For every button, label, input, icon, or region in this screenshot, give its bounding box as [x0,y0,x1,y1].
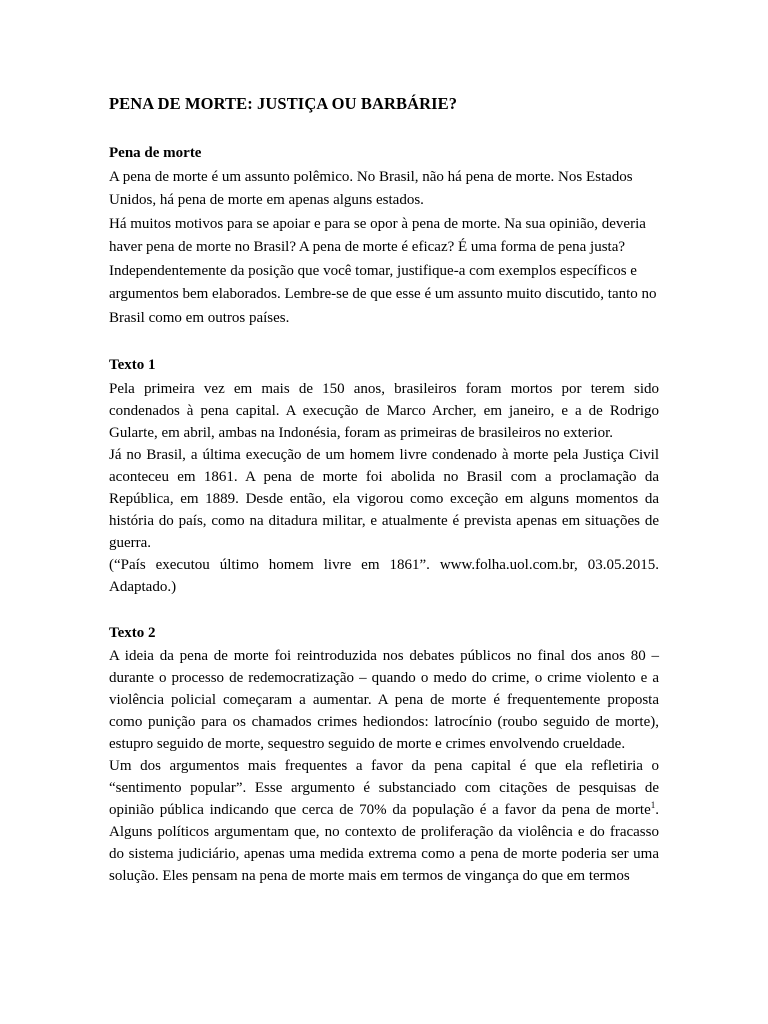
section-heading-pena-de-morte: Pena de morte [109,145,202,161]
section-heading-texto-2: Texto 2 [109,624,156,641]
paragraph-text-continuation: . Alguns políticos argumentam que, no contexto de proliferação da violência e do fracasso do sistema judiciário, apenas uma medida extrema como a pena de morte poderia ser uma solução. Eles pensam na pena de morte mais em termos de vingança do que em termos [109,802,659,884]
source-citation: (“País executou último homem livre em 1861”. www.folha.uol.com.br, 03.05.2015. Adaptado.) [109,556,659,595]
section-texto-2 [109,622,659,888]
section-heading-texto-1: Texto 1 [109,357,156,373]
section-paragraph [109,755,659,887]
document-page [109,94,659,911]
section-texto-1 [109,354,659,598]
section-paragraph: A pena de morte é um assunto polêmico. No Brasil, não há pena de morte. Nos Estados Unidos, há pena de morte em apenas alguns estados. [109,168,633,208]
section-paragraph: Há muitos motivos para se apoiar e para se opor à pena de morte. Na sua opinião, deveria haver pena de morte no Brasil? A pena de morte é eficaz? É uma forma de pena justa? Independentemente da posição que você tomar, justifique-a com exemplos específicos e argumentos bem elaborados. Lembre-se de que esse é um assunto muito discutido, tanto no Brasil como em outros países. [109,215,657,326]
footnote-marker: 1 [650,800,656,810]
document-title: PENA DE MORTE: JUSTIÇA OU BARBÁRIE? [109,94,458,113]
section-pena-de-morte [109,142,659,330]
section-paragraph: Já no Brasil, a última execução de um homem livre condenado à morte pela Justiça Civil aconteceu em 1861. A pena de morte foi abolida no Brasil com a proclamação da República, em 1889. Desde então, ela vigorou como exceção em alguns momentos da história do país, como na ditadura militar, e atualmente é prevista apenas em situações de guerra. [109,446,659,551]
paragraph-text: Um dos argumentos mais frequentes a favor da pena capital é que ela refletiria o “sentimento popular”. Esse argumento é substanciado com citações de pesquisas de opinião pública indicando que cerca de 70% da população é a favor da pena de morte [109,758,659,818]
section-paragraph: Pela primeira vez em mais de 150 anos, brasileiros foram mortos por terem sido condenados à pena capital. A execução de Marco Archer, em janeiro, e a de Rodrigo Gularte, em abril, ambas na Indonésia, foram as primeiras de brasileiros no exterior. [109,380,659,441]
section-paragraph: A ideia da pena de morte foi reintroduzida nos debates públicos no final dos anos 80 – durante o processo de redemocratização – quando o medo do crime, o crime violento e a violência policial começaram a aumentar. A pena de morte é frequentemente proposta como punição para os chamados crimes hediondos: latrocínio (roubo seguido de morte), estupro seguido de morte, sequestro seguido de morte e crimes envolvendo crueldade. [109,648,659,752]
